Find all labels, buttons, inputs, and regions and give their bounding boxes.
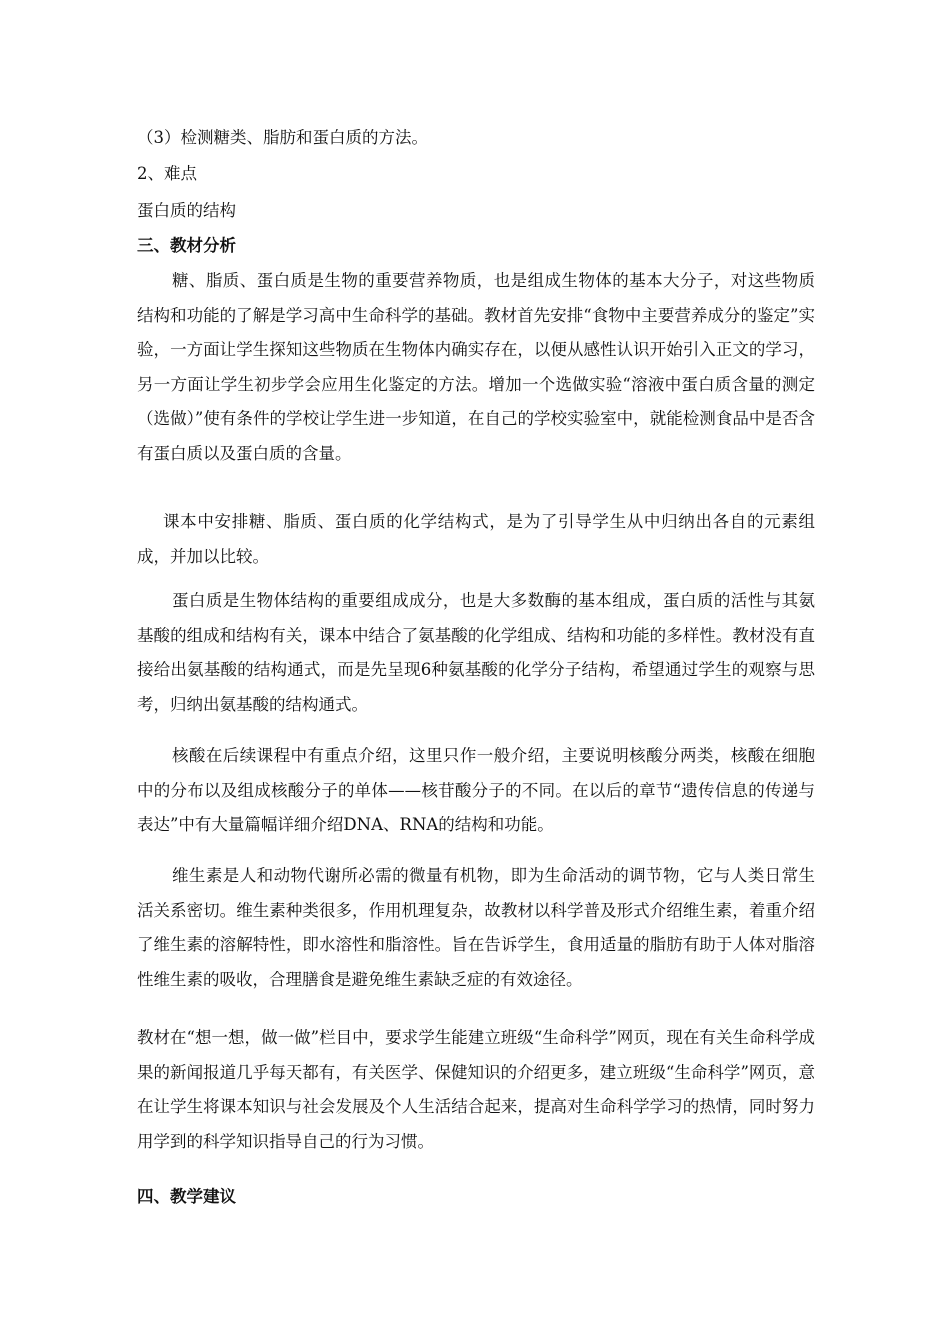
list-item-3: （3）检测糖类、脂肪和蛋白质的方法。 <box>137 128 428 147</box>
section-4-heading: 四、教学建议 <box>137 1187 236 1206</box>
paragraph-chemical-structures: 课本中安排糖、脂质、蛋白质的化学结构式，是为了引导学生从中归纳出各自的元素组成，并加以比较。 <box>137 512 815 566</box>
paragraph-vitamins: 维生素是人和动物代谢所必需的微量有机物，即为生命活动的调节物，它与人类日常生活关系密切。维生素种类很多，作用机理复杂，故教材以科学普及形式介绍维生素，着重介绍了维生素的溶解特性，即水溶性和脂溶性。旨在告诉学生，食用适量的脂肪有助于人体对脂溶性维生素的吸收，合理膳食是避免维生素缺乏症的有效途径。 <box>137 866 815 989</box>
difficulty-heading: 2、难点 <box>137 164 197 183</box>
difficulty-text: 蛋白质的结构 <box>137 201 236 220</box>
paragraph-nucleic-acids: 核酸在后续课程中有重点介绍，这里只作一般介绍，主要说明核酸分两类，核酸在细胞中的分布以及组成核酸分子的单体——核苷酸分子的不同。在以后的章节“遗传信息的传递与表达”中有大量篇幅详细介绍DNA、RNA的结构和功能。 <box>137 746 815 834</box>
paragraph-proteins: 蛋白质是生物体结构的重要组成成分，也是大多数酶的基本组成，蛋白质的活性与其氨基酸的组成和结构有关，课本中结合了氨基酸的化学组成、结构和功能的多样性。教材没有直接给出氨基酸的结构通式，而是先呈现6种氨基酸的化学分子结构，希望通过学生的观察与思考，归纳出氨基酸的结构通式。 <box>137 591 815 714</box>
section-3-heading: 三、教材分析 <box>137 236 236 255</box>
paragraph-think-and-do: 教材在“想一想，做一做”栏目中，要求学生能建立班级“生命科学”网页，现在有关生命科学成果的新闻报道几乎每天都有，有关医学、保健知识的介绍更多，建立班级“生命科学”网页，意在让学生将课本知识与社会发展及个人生活结合起来，提高对生命科学学习的热情，同时努力用学到的科学知识指导自己的行为习惯。 <box>137 1028 815 1151</box>
paragraph-textbook-overview: 糖、脂质、蛋白质是生物的重要营养物质，也是组成生物体的基本大分子，对这些物质结构和功能的了解是学习高中生命科学的基础。教材首先安排“食物中主要营养成分的鉴定”实验，一方面让学生探知这些物质在生物体内确实存在，以便从感性认识开始引入正文的学习，另一方面让学生初步学会应用生化鉴定的方法。增加一个选做实验“溶液中蛋白质含量的测定（选做）”使有条件的学校让学生进一步知道，在自己的学校实验室中，就能检测食品中是否含有蛋白质以及蛋白质的含量。 <box>137 271 815 463</box>
